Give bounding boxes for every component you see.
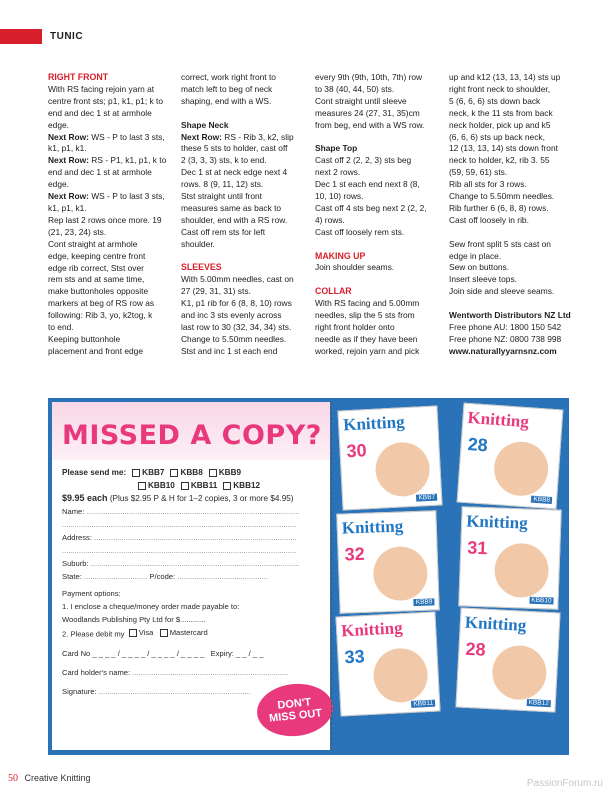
row-text: edge. [48, 179, 69, 190]
text-line: neck to holder, k2, rib 3. 55 [449, 155, 550, 166]
magazine-cover-kbb12[interactable]: Knitting 28 KBB12 [455, 607, 560, 712]
magazine-covers [336, 404, 566, 744]
row-label: Next Row: [48, 155, 89, 166]
heading-collar: COLLAR [315, 286, 352, 297]
text-line [181, 179, 303, 191]
payment-options-label: Payment options: [62, 589, 121, 598]
text-line [181, 155, 303, 167]
text-line: 12 (13, 13, 14) sts down front [449, 143, 558, 154]
option-visa[interactable]: Visa [129, 626, 154, 639]
shape-top-text [315, 155, 437, 238]
text-line: needles, slip the 5 sts from [315, 310, 415, 321]
text-line [48, 274, 170, 286]
row-text: shoulder, end with a RS row. [181, 214, 288, 225]
baby-photo [372, 546, 428, 602]
text-line: Join side and sleeve seams. [449, 286, 555, 297]
send-label: Please send me: [62, 468, 127, 477]
text-line [48, 96, 170, 108]
text-line [48, 132, 170, 144]
text-line: Stst and inc 1 st each end [181, 345, 278, 356]
text-line: from beg, end with a WS row. [315, 119, 425, 130]
signature-field[interactable]: Signature: ........................................................................ [62, 686, 251, 696]
suburb-field[interactable]: Suburb: ................................................................................................... [62, 559, 300, 568]
option-kbb7[interactable]: KBB7 [132, 466, 164, 479]
text-line [48, 84, 170, 96]
option-mastercard[interactable]: Mastercard [160, 626, 208, 639]
column-2 [181, 72, 303, 358]
heading-shape-neck: Shape Neck [181, 119, 229, 130]
text-line [48, 120, 170, 132]
text-line [48, 263, 170, 275]
magazine-cover-kbb11[interactable]: Knitting 33 KBB11 [335, 611, 440, 716]
text-line [181, 143, 303, 155]
row-text: markers at beg of RS row as [48, 298, 155, 309]
text-line [181, 132, 303, 144]
price-line [62, 492, 324, 505]
row-text: make buttonholes opposite [48, 286, 149, 297]
text-line [48, 239, 170, 251]
row-text: RS - P1, k1, p1, k to [88, 155, 167, 166]
option-kbb10[interactable]: KBB10 [138, 479, 175, 492]
text-line [48, 167, 170, 179]
text-line: and inc 3 sts evenly across [181, 310, 282, 321]
text-line [48, 179, 170, 191]
row-text: 2 (3, 3, 3) sts, k to end. [181, 155, 267, 166]
row-text: centre front sts; p1, k1, p1; k to [48, 95, 163, 106]
text-line: to 38 (40, 44, 50) sts. [315, 83, 395, 94]
text-line [181, 227, 303, 239]
row-text: shoulder. [181, 238, 215, 249]
finishing-text [449, 239, 571, 299]
row-text: to end. [48, 322, 74, 333]
text-line [48, 251, 170, 263]
making-up-text [315, 262, 437, 274]
row-text: end and dec 1 st at armhole [48, 107, 152, 118]
checkbox-icon [181, 482, 189, 490]
text-line: 10, 10) rows. [315, 191, 364, 202]
checkbox-icon [129, 629, 137, 637]
text-line: neck holder, pick up and k5 [449, 119, 551, 130]
cardholder-name-field[interactable]: Card holder's name: .......................................................................... [62, 667, 289, 677]
magazine-cover-kbb7[interactable]: Knitting 30 KBB7 [337, 405, 442, 510]
heading-right-front: RIGHT FRONT [48, 72, 109, 82]
heading-shape-top: Shape Top [315, 143, 358, 154]
option-kbb11[interactable]: KBB11 [181, 479, 217, 492]
row-text: Dec 1 st at neck edge next 4 [181, 167, 288, 178]
text-line: 5 (6, 6, 6) sts down back [449, 95, 541, 106]
text-line: match left to beg of neck [181, 83, 273, 94]
text-line: Change to 5.50mm needles. [181, 333, 287, 344]
option-kbb12[interactable]: KBB12 [223, 479, 260, 492]
magazine-cover-kbb10[interactable]: Knitting 31 KBB10 [458, 506, 561, 609]
text-line [48, 322, 170, 334]
row-text: rem sts and at same time, [48, 274, 145, 285]
state-pcode-field[interactable]: State: .............................. P/code: ........................................... [62, 572, 269, 581]
row-text: k1, p1, k1. [48, 202, 87, 213]
price: $9.95 each [62, 493, 108, 503]
order-form [62, 466, 324, 698]
watermark: PassionForum.ru [526, 778, 603, 789]
page-number: 50 [8, 773, 18, 784]
row-text: Rep last 2 rows once more. 19 [48, 214, 162, 225]
distributor-name: Wentworth Distributors NZ Ltd [449, 310, 571, 321]
option-kbb9[interactable]: KBB9 [209, 466, 241, 479]
option-kbb8[interactable]: KBB8 [170, 466, 202, 479]
checkbox-icon [160, 629, 168, 637]
text-line: Dec 1 st each end next 8 (8, [315, 179, 420, 190]
post-line-1: Post to: Knitting Baby & Beyond Magazine [60, 718, 203, 727]
section-color-bar [0, 29, 42, 44]
right-front-text [48, 84, 170, 358]
row-text: edge rib correct, Stst over [48, 262, 144, 273]
text-line [48, 108, 170, 120]
row-text: Cont straight at armhole [48, 238, 138, 249]
price-note: (Plus $2.95 P & H for 1–2 copies, 3 or more $4.95) [109, 494, 294, 503]
text-line: With 5.00mm needles, cast on [181, 274, 294, 285]
row-text: edge. [48, 119, 69, 130]
baby-photo [491, 644, 548, 701]
text-line: Cast off loosely rem sts. [315, 226, 405, 237]
card-number-field[interactable]: Card No _ _ _ _ / _ _ _ _ / _ _ _ _ / _ _ _ _ Expiry: _ _ / _ _ [62, 648, 264, 658]
text-line [48, 203, 170, 215]
text-line: worked, rejoin yarn and pick [315, 345, 420, 356]
text-line: Rib all sts for 3 rows. [449, 179, 527, 190]
row-text: placement and front edge [48, 345, 143, 356]
text-line: (59, 59, 61) sts. [449, 167, 508, 178]
column-4 [449, 72, 571, 358]
back-issues-advert [48, 398, 569, 755]
shape-neck-text [181, 132, 303, 251]
row-text: With RS facing rejoin yarn at [48, 83, 155, 94]
text-line: right front holder onto [315, 321, 395, 332]
text-line: measures 24 (27, 31, 35)cm [315, 107, 420, 118]
name-field[interactable]: Name: ..................................................................................................... [62, 507, 300, 516]
row-text: Stst straight until front [181, 191, 262, 202]
text-line [48, 298, 170, 310]
text-line: up and k12 (13, 13, 14) sts up [449, 72, 561, 82]
magazine-cover-kbb8[interactable]: Knitting 28 KBB8 [457, 403, 564, 510]
sleeve-continued-text [315, 72, 437, 132]
text-line [48, 215, 170, 227]
address-field-line-2[interactable]: ............................................................................................................... [62, 546, 297, 555]
text-line: Cont straight until sleeve [315, 95, 407, 106]
row-text: rows. 8 (9, 11, 12) sts. [181, 179, 264, 190]
phone-nz: Free phone NZ: 0800 738 998 [449, 333, 562, 344]
text-line: Sew on buttons. [449, 262, 510, 273]
page-footer [8, 773, 91, 784]
advert-headline: MISSED A COPY? [62, 420, 322, 451]
text-line [48, 286, 170, 298]
row-text: end and dec 1 st at armhole [48, 167, 152, 178]
post-line-2: PO Box 8035, Glenmore Park NSW 2745 [60, 727, 200, 737]
text-line: right front neck to shoulder, [449, 83, 551, 94]
heading-making-up: MAKING UP [315, 250, 366, 261]
heading-sleeves: SLEEVES [181, 262, 222, 273]
row-label: Next Row: [48, 191, 89, 202]
column-3 [315, 72, 437, 358]
text-line: 4) rows. [315, 214, 345, 225]
order-coupon [52, 402, 330, 750]
issue-options-row-2 [62, 479, 324, 492]
section-title: TUNIC [50, 31, 84, 42]
payment-option-cheque: 1. I enclose a cheque/money order made payable to: [62, 602, 240, 611]
checkbox-icon [223, 482, 231, 490]
text-line: Cast off 2 (2, 2, 3) sts beg [315, 155, 412, 166]
text-line [181, 203, 303, 215]
payment-option-card: 2. Please debit my Visa Mastercard [62, 628, 208, 639]
checkbox-icon [132, 469, 140, 477]
dont-miss-out-badge: DON'T MISS OUT [254, 680, 335, 740]
text-line: 27 (29, 31, 31) sts. [181, 286, 251, 297]
baby-photo [374, 441, 431, 498]
text-line: edge in place. [449, 250, 502, 261]
text-line [181, 167, 303, 179]
row-label: Next Row: [48, 131, 89, 142]
text-line [48, 155, 170, 167]
text-line: Sew front split 5 sts cast on [449, 238, 551, 249]
address-field[interactable]: Address: ................................................................................................ [62, 533, 297, 542]
checkbox-icon [170, 469, 178, 477]
baby-photo [372, 647, 429, 704]
column-1 [48, 72, 170, 358]
cut-line [331, 402, 332, 750]
postal-address [60, 718, 203, 737]
row-text: Keeping buttonhole [48, 333, 121, 344]
name-field-line-2[interactable]: ............................................................................................................... [62, 520, 297, 529]
collar-text [315, 298, 437, 358]
text-line: Join shoulder seams. [315, 262, 395, 273]
text-line: Cast off 4 sts beg next 2 (2, 2, [315, 202, 427, 213]
row-text: these 5 sts to holder, cast off [181, 143, 288, 154]
phone-au: Free phone AU: 1800 150 542 [449, 322, 562, 332]
row-text: Cast off rem sts for left [181, 226, 266, 237]
text-line: shaping, end with a WS. [181, 95, 272, 106]
text-line: last row to 30 (32, 34, 34) sts. [181, 322, 292, 332]
text-line [181, 215, 303, 227]
text-line [181, 239, 303, 251]
text-line: Rib further 6 (6, 8, 8) rows. [449, 202, 549, 213]
text-line [48, 346, 170, 358]
row-text: WS - P to last 3 sts, [88, 191, 165, 202]
text-line: Cast off loosely in rib. [449, 214, 529, 225]
text-line: With RS facing and 5.00mm [315, 298, 420, 309]
text-line: (6, 6, 6) sts up back neck, [449, 131, 545, 142]
baby-photo [494, 542, 550, 598]
text-line: K1, p1 rib for 6 (8, 8, 10) rows [181, 298, 292, 309]
text-line: every 9th (9th, 10th, 7th) row [315, 72, 423, 82]
issue-options-row-1 [62, 466, 324, 479]
text-line [48, 227, 170, 239]
sleeves-text [181, 274, 303, 357]
row-text: RS - Rib 3, k2, slip [221, 131, 294, 142]
payable-to[interactable]: Woodlands Publishing Pty Ltd for $............ [62, 615, 206, 624]
text-line [48, 334, 170, 346]
text-line [48, 143, 170, 155]
checkbox-icon [138, 482, 146, 490]
row-text: WS - P to last 3 sts, [88, 131, 165, 142]
text-line: correct, work right front to [181, 72, 276, 82]
collar-continued-text [449, 72, 571, 227]
row-text: (21, 23, 24) sts. [48, 226, 107, 237]
text-line [181, 191, 303, 203]
row-label: Next Row: [181, 131, 222, 142]
row-text: k1, p1, k1. [48, 143, 87, 154]
magazine-name: Creative Knitting [24, 773, 91, 783]
text-line [48, 310, 170, 322]
continued-text [181, 72, 303, 108]
magazine-cover-kbb9[interactable]: Knitting 32 KBB9 [336, 510, 439, 613]
baby-photo [492, 440, 550, 498]
text-line: next 2 rows. [315, 167, 361, 178]
row-text: measures same as back to [181, 202, 282, 213]
text-line: Change to 5.50mm needles. [449, 191, 555, 202]
text-line: Insert sleeve tops. [449, 274, 517, 285]
website-link[interactable]: www.naturallyyarnsnz.com [449, 345, 557, 356]
text-line [48, 191, 170, 203]
text-line: needle as if they have been [315, 333, 418, 344]
text-line: neck, k the 11 sts from back [449, 107, 553, 118]
row-text: edge, keeping centre front [48, 250, 146, 261]
row-text: following: Rib 3, yo, k2tog, k [48, 310, 153, 321]
checkbox-icon [209, 469, 217, 477]
